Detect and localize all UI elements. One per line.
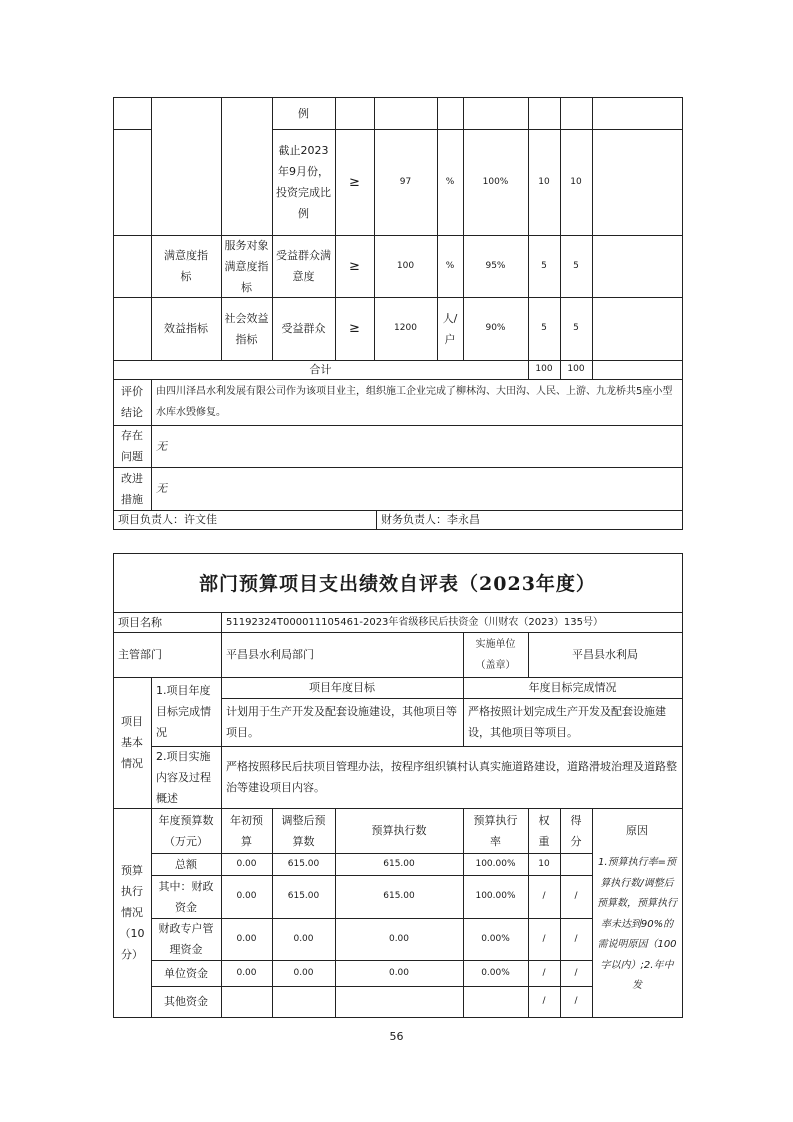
budget-header: 年初预算 — [230, 813, 263, 848]
project-name-value: 51192324T000011105461-2023年省级移民后扶资金（川财农（2023）135号） — [226, 616, 603, 628]
unit-cell: 人/户 — [442, 311, 458, 346]
budget-weight: / — [542, 933, 546, 944]
page-number: 56 — [389, 1030, 404, 1043]
budget-adjusted: 0.00 — [293, 933, 314, 944]
total-weight: 100 — [535, 364, 553, 374]
project-lead: 项目负责人：许文佳 — [118, 513, 217, 526]
operator-cell: ≥ — [349, 258, 360, 274]
weight-cell: 5 — [541, 323, 547, 333]
target-cell: 97 — [399, 176, 412, 187]
budget-initial: 0.00 — [236, 933, 257, 944]
indicator-cell: 受益群众满意度 — [276, 249, 331, 283]
budget-score: / — [574, 891, 578, 901]
score-cell: 5 — [573, 260, 579, 271]
evaluation-label: 评价结论 — [121, 385, 143, 419]
budget-header: 调整后预算数 — [281, 813, 326, 848]
budget-header: 权重 — [538, 813, 550, 848]
budget-weight: / — [542, 996, 546, 1006]
indicator-cell: 截止2023年9月份，投资完成比例 — [276, 144, 331, 220]
dept-value: 平昌县水利局部门 — [226, 648, 314, 661]
budget-row-name: 其他资金 — [164, 995, 208, 1008]
content-label: 2.项目实施内容及过程概述 — [156, 749, 211, 805]
score-cell: 10 — [570, 176, 582, 187]
budget-executed: 0.00 — [388, 967, 410, 978]
total-label: 合计 — [309, 363, 332, 376]
indicator-cell: 受益群众 — [281, 322, 326, 335]
target-cell: 100 — [396, 260, 415, 271]
budget-rate — [463, 986, 528, 1017]
impl-value: 平昌县水利局 — [572, 648, 638, 661]
completion-text: 严格按照计划完成生产开发及配套设施建设，其他项目等项目。 — [468, 705, 666, 739]
score-cell: 5 — [573, 323, 579, 333]
operator-cell: ≥ — [349, 321, 360, 336]
budget-rate: 100.00% — [475, 891, 516, 901]
budget-adjusted — [272, 986, 335, 1017]
budget-score — [560, 853, 592, 875]
budget-initial: 0.00 — [236, 891, 257, 901]
budget-score: / — [574, 967, 578, 978]
budget-rate: 100.00% — [475, 858, 516, 869]
weight-cell: 5 — [541, 260, 547, 271]
evaluation-text: 由四川泽昌水利发展有限公司作为该项目业主，组织施工企业完成了柳林沟、大田沟、人民、上游、九龙桥共5座小型水库水毁修复。 — [156, 386, 673, 418]
budget-rate: 0.00% — [481, 967, 510, 978]
goal-label: 1.项目年度目标完成情况 — [156, 684, 211, 739]
budget-rate: 0.00% — [481, 933, 510, 944]
budget-row-name: 其中：财政资金 — [158, 879, 214, 914]
budget-executed: 0.00 — [388, 933, 410, 944]
budget-header: 预算执行率 — [473, 813, 518, 848]
basic-label: 项目基本情况 — [121, 715, 143, 770]
budget-header: 得分 — [570, 813, 582, 848]
actual-cell: 90% — [485, 323, 506, 333]
budget-adjusted: 615.00 — [287, 891, 320, 901]
finance-lead: 财务负责人：李永昌 — [381, 513, 480, 526]
budget-weight: / — [542, 967, 546, 978]
goal-text: 计划用于生产开发及配套设施建设，其他项目等项目。 — [226, 705, 457, 739]
content-text: 严格按照移民后扶项目管理办法，按程序组织镇村认真实施道路建设，道路滑坡治理及道路整治等建设项目内容。 — [226, 760, 677, 794]
level1-cell: 效益指标 — [164, 322, 208, 335]
budget-reason: 1.预算执行率=预算执行数/调整后预算数，预算执行率未达到90%的需说明原因（100字以内）;2.年中发 — [597, 857, 677, 991]
budget-initial: 0.00 — [236, 967, 257, 978]
issues-label: 存在问题 — [121, 429, 143, 463]
level2-cell: 服务对象满意度指标 — [224, 238, 269, 294]
target-cell: 1200 — [394, 323, 417, 333]
budget-row-name: 总额 — [175, 857, 197, 871]
operator-cell: ≥ — [349, 174, 360, 190]
budget-score: / — [574, 933, 578, 944]
form-title: 部门预算项目支出绩效自评表（2023年度） — [199, 572, 596, 595]
indicator-cell: 例 — [298, 106, 309, 120]
level2-cell: 社会效益指标 — [224, 311, 269, 346]
improvements-text: 无 — [156, 482, 167, 495]
budget-row-name: 单位资金 — [164, 966, 208, 980]
improvements-label: 改进措施 — [121, 471, 143, 506]
actual-cell: 95% — [485, 260, 506, 271]
budget-adjusted: 615.00 — [287, 858, 320, 869]
goal-header: 项目年度目标 — [309, 681, 375, 694]
budget-header: 预算执行数 — [371, 824, 427, 837]
budget-row-name: 财政专户管理资金 — [158, 922, 214, 956]
budget-executed — [335, 986, 463, 1017]
budget-adjusted: 0.00 — [293, 967, 314, 978]
budget-header: 年度预算数（万元） — [158, 813, 214, 848]
budget-weight: / — [542, 891, 546, 901]
level1-cell: 满意度指标 — [164, 249, 208, 283]
dept-label: 主管部门 — [118, 648, 162, 661]
impl-label: 实施单位（盖章） — [475, 638, 516, 671]
budget-initial — [221, 986, 272, 1017]
issues-text: 无 — [156, 439, 167, 453]
budget-executed: 615.00 — [383, 858, 415, 869]
budget-label: 预算执行情况（10分） — [119, 864, 145, 961]
budget-executed: 615.00 — [383, 891, 415, 901]
actual-cell: 100% — [482, 176, 509, 187]
budget-weight: 10 — [538, 858, 550, 869]
budget-initial: 0.00 — [236, 858, 257, 869]
budget-score: / — [574, 996, 578, 1006]
weight-cell: 10 — [538, 176, 550, 187]
project-name-label: 项目名称 — [118, 615, 162, 629]
total-score: 100 — [567, 364, 585, 374]
unit-cell: % — [445, 260, 455, 271]
unit-cell: % — [445, 176, 455, 187]
completion-header: 年度目标完成情况 — [528, 681, 617, 694]
budget-header: 原因 — [626, 824, 648, 837]
